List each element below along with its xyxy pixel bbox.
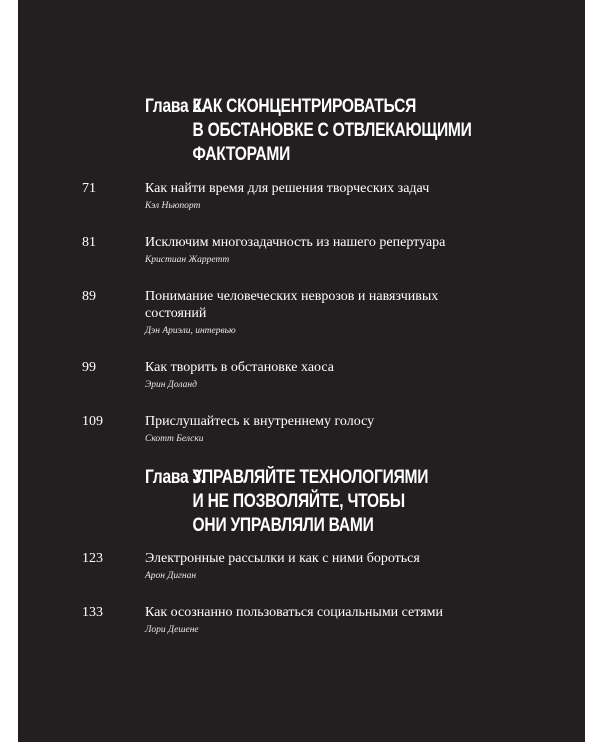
entry-author: Лори Дешене	[145, 625, 199, 635]
chapter-heading-line	[145, 466, 473, 490]
page-number: 71	[82, 181, 96, 196]
entry-author: Кэл Ньюпорт	[145, 201, 201, 211]
entry-title: Исключим многозадачность из нашего репертуара	[145, 235, 446, 250]
chapter-label: Глава 3.	[145, 467, 206, 488]
page-number: 99	[82, 360, 96, 375]
chapter-label: Глава 2.	[145, 96, 206, 117]
page-number: 81	[82, 235, 96, 250]
entry-title: Как творить в обстановке хаоса	[145, 360, 334, 375]
entry-author: Эрин Доланд	[145, 380, 197, 390]
entry-author: Кристиан Жарретт	[145, 255, 230, 265]
chapter-title-line: В ОБСТАНОВКЕ С ОТВЛЕКАЮЩИМИ	[192, 120, 472, 141]
entry-author: Арон Дигнан	[145, 571, 197, 581]
entry-title: Электронные рассылки и как с ними бороться	[145, 551, 420, 566]
entry-title: Как найти время для решения творческих задач	[145, 181, 430, 196]
entry-title: Прислушайтесь к внутреннему голосу	[145, 414, 375, 429]
page-number: 89	[82, 289, 96, 304]
chapter-title-line: КАК СКОНЦЕНТРИРОВАТЬСЯ	[192, 96, 417, 117]
chapter-title-line: И НЕ ПОЗВОЛЯЙТЕ, ЧТОБЫ	[192, 491, 405, 512]
entry-title: Как осознанно пользоваться социальными сетями	[145, 605, 443, 620]
chapter-title-line: УПРАВЛЯЙТЕ ТЕХНОЛОГИЯМИ	[192, 467, 429, 488]
entry-author: Скотт Белски	[145, 434, 204, 444]
chapter-heading-line	[145, 95, 473, 119]
chapter-heading	[145, 95, 473, 167]
chapter-title-line: ОНИ УПРАВЛЯЛИ ВАМИ	[192, 515, 374, 536]
page-number: 133	[82, 605, 103, 620]
chapter-heading	[145, 466, 473, 538]
entry-author: Дэн Ариэли, интервью	[145, 326, 236, 336]
chapter-title-line: ФАКТОРАМИ	[192, 144, 291, 165]
entry-title: Понимание человеческих неврозов и навязчивых состояний	[145, 289, 439, 321]
book-page	[18, 0, 585, 742]
page-number: 123	[82, 551, 103, 566]
page-number: 109	[82, 414, 103, 429]
